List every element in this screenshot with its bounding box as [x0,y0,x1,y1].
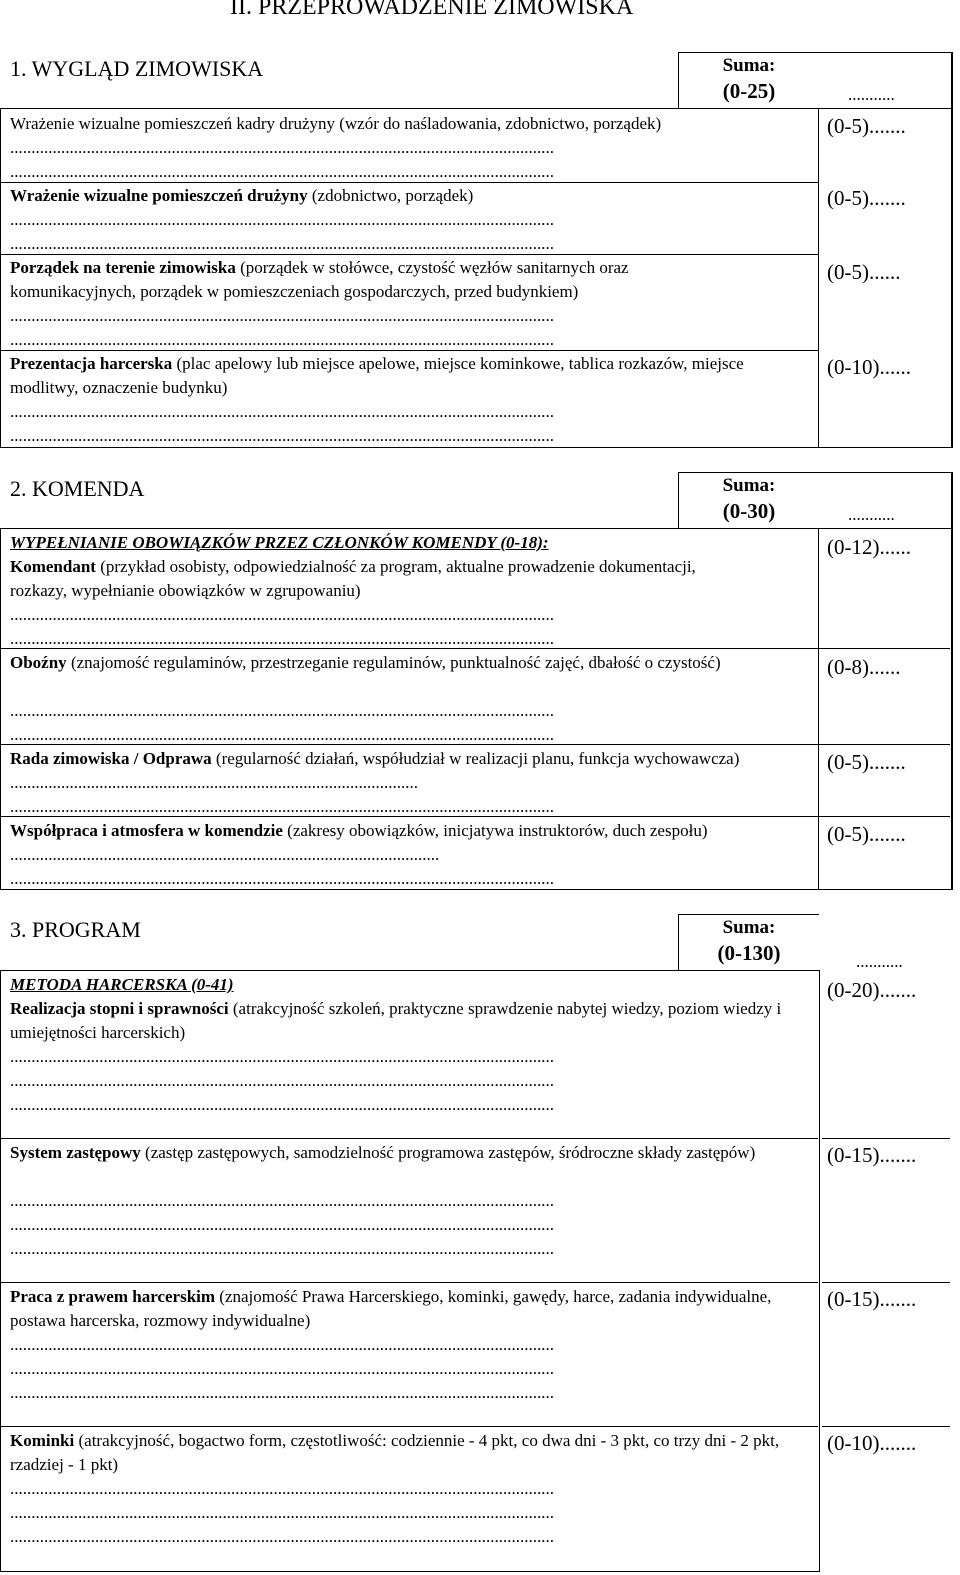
score: (0-12)...... [827,535,911,559]
criterion-text: (porządek w stołówce, czystość węzłów sanitarnych oraz komunikacyjnych, porządek w pomieszczeniach gospodarczych, przed budynkiem) [10,258,629,301]
criterion-row [10,352,815,400]
dots-line: ................................................................................................................................ [10,1095,554,1114]
criterion-bold: Oboźny [10,653,67,672]
dots-line: ................................................................................................................................ [10,629,554,648]
criterion-text: (atrakcyjność szkoleń, praktyczne sprawdzenie nabytej wiedzy, poziom wiedzy i umiejętności harcerskich) [10,999,782,1042]
suma-range: (0-30) [722,499,776,523]
dots-line: ................................................................................................................................ [10,162,554,181]
suma-label: Suma: [722,917,776,938]
criterion-bold: Rada zimowiska / Odprawa [10,749,212,768]
row-divider [0,1138,818,1139]
criterion-text: (zdobnictwo, porządek) [307,186,474,205]
dots-line: ................................................................................................................................ [10,306,554,325]
score: (0-5)....... [827,750,906,774]
criterion-text: (znajomość Prawa Harcerskiego, kominki, gawędy, harce, zadania indywidualne, postawa harcerska, rozmowy indywidualne) [10,1287,772,1330]
criterion-row [10,1141,810,1165]
suma-value-box [818,914,951,970]
dots-line: ................................................................................................................................ [10,1215,554,1234]
criterion-row [10,819,810,867]
score: (0-15)....... [827,1143,917,1167]
score-divider [822,1426,950,1427]
dots-line: ................................................................................................................................ [10,1503,554,1522]
criterion-row [10,1429,800,1477]
criterion-text: (plac apelowy lub miejsce apelowe, miejsce kominkowe, tablica rozkazów, miejsce modlitwy, oznaczenie budynku) [10,354,744,397]
dots-line: ................................................................................................................................ [10,210,554,229]
subheading: METODA HARCERSKA (0-41) [10,975,234,994]
page-title: II. PRZEPROWADZENIE ZIMOWISKA [230,0,634,20]
suma-value-box [818,52,953,109]
score: (0-5)....... [827,114,906,138]
dots-line: ................................................................................................................................ [10,701,554,720]
criterion-bold: Kominki [10,1431,75,1450]
score: (0-5)....... [827,186,906,210]
criterion-bold: Prezentacja harcerska [10,354,173,373]
criterion-bold: Komendant [10,557,96,576]
score: (0-8)...... [827,655,901,679]
suma-box [678,914,819,971]
suma-value-box [818,472,953,529]
score: (0-10)...... [827,355,911,379]
score: (0-10)....... [827,1431,917,1455]
criterion-text: Wrażenie wizualne pomieszczeń kadry drużyny (wzór do naśladowania, zdobnictwo, porządek) [10,114,662,133]
score: (0-20)....... [827,978,917,1002]
dots-line: ................................................................................................................................ [10,725,554,744]
suma-range: (0-130) [717,941,781,965]
column-divider [818,108,819,447]
dots-line: ................................................................................................................................ [10,1191,554,1210]
dots-line: ................................................................................................................................ [10,426,554,445]
section-title: 1. WYGLĄD ZIMOWISKA [10,56,264,81]
dots-line: ................................................................................................................................ [10,869,554,888]
subheading: WYPEŁNIANIE OBOWIĄZKÓW PRZEZ CZŁONKÓW KOMENDY (0-18): [10,533,549,552]
suma-value: ........... [848,85,895,104]
criterion-bold: Współpraca i atmosfera w komendzie [10,821,283,840]
criterion-text: (zakresy obowiązków, inicjatywa instruktorów, duch zespołu) ..................................................................................................... [10,821,708,864]
dots-line: ................................................................................................................................ [10,605,554,624]
criterion-text: (atrakcyjność, bogactwo form, częstotliwość: codziennie - 4 pkt, co dwa dni - 3 pkt, co trzy dni - 2 pkt, rzadziej - 1 pkt) [10,1431,780,1474]
dots-line: ................................................................................................................................ [10,1071,554,1090]
criterion-text: (znajomość regulaminów, przestrzeganie regulaminów, punktualność zajęć, dbałość o czystość) [66,653,721,672]
dots-line: ................................................................................................................................ [10,234,554,253]
criterion-text: (zastęp zastępowych, samodzielność programowa zastępów, śródroczne składy zastępów) [140,1143,756,1162]
score: (0-5)...... [827,260,901,284]
suma-box [678,52,819,109]
criterion-bold: Praca z prawem harcerskim [10,1287,216,1306]
criterion-row [10,112,815,136]
criterion-row [10,555,710,603]
criterion-text: (przykład osobisty, odpowiedzialność za program, aktualne prowadzenie dokumentacji, rozkazy, wypełnianie obowiązków w zgrupowaniu) [10,557,696,600]
criterion-row [10,1285,800,1333]
criterion-row [10,256,750,304]
criterion-bold: System zastępowy [10,1143,141,1162]
suma-label: Suma: [722,55,776,76]
suma-label: Suma: [722,475,776,496]
dots-line: ................................................................................................................................ [10,402,554,421]
suma-value: ........... [856,952,903,971]
suma-value: ........... [848,505,895,524]
suma-range: (0-25) [722,79,776,103]
criterion-row [10,997,795,1045]
suma-box [678,472,819,529]
dots-line: ................................................................................................................................ [10,797,554,816]
dots-line: ................................................................................................................................ [10,1359,554,1378]
row-divider [0,1426,818,1427]
criterion-text: (regularność działań, współudział w realizacji planu, funkcja wychowawcza) ................................................................................................ [10,749,740,792]
section-title: 3. PROGRAM [10,917,141,942]
dots-line: ................................................................................................................................ [10,1335,554,1354]
score: (0-5)....... [827,822,906,846]
dots-line: ................................................................................................................................ [10,1239,554,1258]
dots-line: ................................................................................................................................ [10,1383,554,1402]
criterion-bold: Wrażenie wizualne pomieszczeń drużyny [10,186,308,205]
dots-line: ................................................................................................................................ [10,1479,554,1498]
dots-line: ................................................................................................................................ [10,1047,554,1066]
dots-line: ................................................................................................................................ [10,138,554,157]
dots-line: ................................................................................................................................ [10,1527,554,1546]
column-divider [818,528,819,889]
dots-line: ................................................................................................................................ [10,330,554,349]
criterion-bold: Realizacja stopni i sprawności [10,999,229,1018]
section-title: 2. KOMENDA [10,476,145,501]
criterion-row [10,184,815,208]
criterion-bold: Porządek na terenie zimowiska [10,258,236,277]
criterion-row [10,747,770,795]
score-divider [822,1138,950,1139]
score: (0-15)....... [827,1287,917,1311]
score-divider [822,1282,950,1283]
criterion-row [10,651,790,675]
row-divider [0,1282,818,1283]
